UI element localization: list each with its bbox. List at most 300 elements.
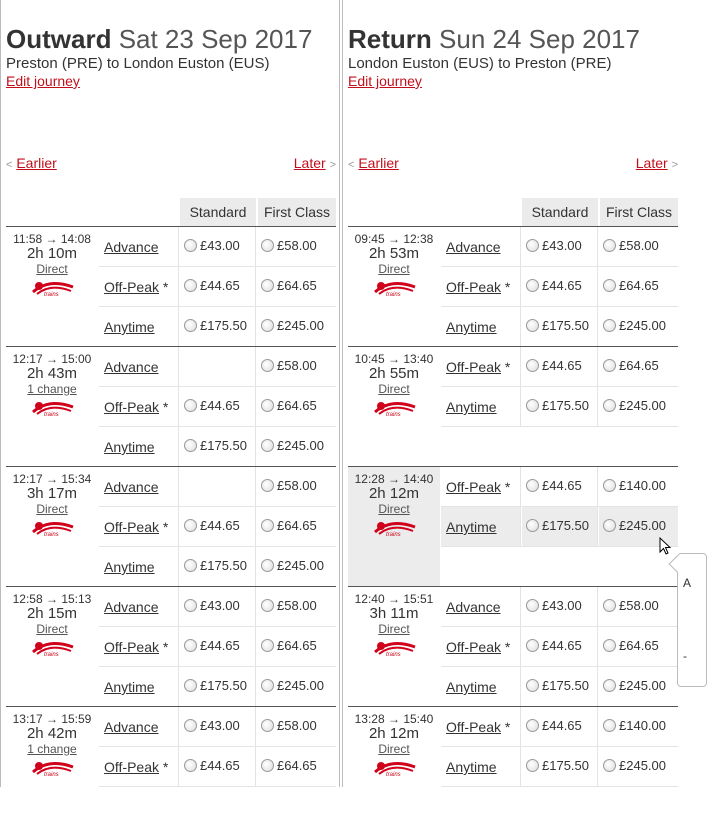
radio-button-icon[interactable] [526,279,539,292]
fare-type-link[interactable]: Off-Peak [446,719,501,735]
fare-type-link[interactable]: Off-Peak [446,359,501,375]
journey-changes-link[interactable]: Direct [378,382,410,396]
fare-price: £43.00 [542,598,582,613]
fare-type [99,347,179,386]
radio-button-icon[interactable] [184,279,197,292]
radio-button-icon[interactable] [261,559,274,572]
radio-button-icon[interactable] [526,639,539,652]
chevron-left-icon: < [6,159,13,171]
journey-changes-link[interactable]: Direct [378,502,410,516]
standard-fare-cell [180,267,256,306]
virgin-trains-logo [371,758,417,778]
outward-route: Preston (PRE) to London Euston (EUS) [6,55,270,72]
fare-option[interactable] [184,398,240,414]
fare-type-link[interactable]: Advance [104,359,159,375]
radio-button-icon[interactable] [603,319,616,332]
first-class-fare-cell [599,587,678,626]
radio-button-icon[interactable] [261,639,274,652]
fare-price: £175.50 [200,678,247,693]
fare-option[interactable] [603,278,659,294]
fare-row [99,307,336,347]
journey-changes-link[interactable]: 1 change [27,742,77,756]
fare-option[interactable] [603,598,659,614]
fare-row [99,627,336,667]
standard-fare-cell [180,667,256,706]
fare-note-star: * [159,279,169,295]
fare-type [99,507,179,546]
fare-type-link[interactable]: Anytime [104,439,155,455]
fare-option[interactable] [184,318,247,334]
fare-row [441,747,678,787]
fare-price: £175.50 [542,318,589,333]
radio-button-icon[interactable] [526,679,539,692]
radio-button-icon[interactable] [526,519,539,532]
fare-option[interactable] [184,758,240,774]
fare-option[interactable] [526,678,589,694]
journey-changes-link[interactable]: Direct [36,622,68,636]
radio-button-icon[interactable] [603,279,616,292]
fare-price: £245.00 [277,678,324,693]
virgin-trains-logo [29,398,75,418]
standard-fare-cell [522,347,598,386]
radio-button-icon[interactable] [261,359,274,372]
fare-type [441,467,521,506]
fare-row [99,347,336,387]
fare-row [441,347,678,387]
radio-button-icon[interactable] [526,479,539,492]
return-later-label: Later [635,155,668,171]
fare-type-link[interactable]: Advance [104,239,159,255]
fare-option[interactable] [526,758,589,774]
fare-option[interactable] [261,598,317,614]
first-class-fare-cell [599,307,678,346]
fare-price: £43.00 [542,238,582,253]
fare-type-link[interactable]: Off-Peak [446,639,501,655]
fare-type-link[interactable]: Anytime [104,319,155,335]
standard-fare-cell [180,747,256,786]
journey-info [6,707,98,826]
svg-text:trains: trains [44,532,59,538]
fare-type [441,307,521,346]
standard-fare-cell [180,387,256,426]
fare-row [441,307,678,347]
fare-note-star: * [159,399,169,415]
return-earlier-link[interactable] [348,155,399,171]
radio-button-icon[interactable] [603,599,616,612]
fare-type [99,587,179,626]
return-later-link[interactable] [636,155,678,171]
radio-button-icon[interactable] [184,399,197,412]
fare-price: £64.65 [277,278,317,293]
fare-price: £64.65 [277,638,317,653]
fare-option[interactable] [184,558,247,574]
fare-option[interactable] [526,398,589,414]
fare-option[interactable] [526,278,582,294]
standard-fare-cell [522,627,598,666]
outward-later-label: Later [293,155,326,171]
svg-text:trains: trains [44,652,59,658]
outward-standard-header: Standard [180,198,256,226]
fare-note-star: * [501,639,511,655]
fare-type [441,667,521,706]
fare-option[interactable] [603,398,666,414]
virgin-trains-logo [29,758,75,778]
radio-button-icon[interactable] [526,759,539,772]
fare-price: £58.00 [619,238,659,253]
fare-type [99,307,179,346]
journey-duration: 2h 10m [26,245,78,262]
radio-button-icon[interactable] [184,319,197,332]
journey-row [348,466,678,586]
fare-option[interactable] [261,398,317,414]
radio-button-icon[interactable] [261,599,274,612]
standard-fare-cell [180,707,256,746]
fare-option[interactable] [603,518,666,534]
journey-info [6,347,98,466]
fare-type [441,387,521,426]
return-edit-journey-link[interactable]: Edit journey [348,73,422,89]
fare-row [441,627,678,667]
first-class-fare-cell [257,227,336,266]
fare-type-link[interactable]: Advance [104,719,159,735]
fare-row [99,267,336,307]
fare-option[interactable] [261,718,317,734]
virgin-trains-logo [371,518,417,538]
fare-option[interactable] [603,678,666,694]
fare-option[interactable] [603,478,666,494]
radio-button-icon[interactable] [526,719,539,732]
fare-price: £58.00 [277,358,317,373]
outward-edit-journey-link[interactable]: Edit journey [6,73,80,89]
standard-fare-cell [522,507,598,546]
first-class-fare-cell [257,387,336,426]
fare-type [99,387,179,426]
fare-type [99,427,179,466]
fare-option[interactable] [261,638,317,654]
fare-row [441,667,678,707]
fare-option[interactable] [526,358,582,374]
radio-button-icon[interactable] [184,679,197,692]
fare-price: £64.65 [619,358,659,373]
radio-button-icon[interactable] [261,519,274,532]
fare-row [99,547,336,587]
radio-button-icon[interactable] [526,599,539,612]
fare-option[interactable] [261,318,324,334]
radio-button-icon[interactable] [261,719,274,732]
standard-fare-cell [522,747,598,786]
radio-button-icon[interactable] [526,239,539,252]
outward-later-link[interactable] [294,155,336,171]
fare-price: £245.00 [619,398,666,413]
fare-price: £44.65 [542,638,582,653]
fare-option[interactable] [184,278,240,294]
fare-type [441,587,521,626]
radio-button-icon[interactable] [261,239,274,252]
first-class-fare-cell [599,667,678,706]
return-journeys [348,226,678,826]
fare-type-link[interactable]: Off-Peak [446,279,501,295]
radio-button-icon[interactable] [184,519,197,532]
outward-earlier-label: Earlier [16,155,57,171]
fare-price: £43.00 [200,598,240,613]
svg-text:trains: trains [44,772,59,778]
fare-option[interactable] [526,638,582,654]
fare-note-star: * [159,519,169,535]
fare-row [99,707,336,747]
journey-times: 13:28 → 15:40 [354,712,434,726]
journey-duration: 2h 53m [368,245,420,262]
fare-note-star: * [159,639,169,655]
standard-fare-cell [522,707,598,746]
fare-option[interactable] [261,758,317,774]
fare-price: £175.50 [200,558,247,573]
journey-times: 11:58 → 14:08 [13,232,91,246]
radio-button-icon[interactable] [603,399,616,412]
fare-option[interactable] [184,438,247,454]
journey-times: 12:58 → 15:13 [12,592,92,606]
fare-price: £44.65 [542,278,582,293]
first-class-fare-cell [257,307,336,346]
first-class-fare-cell [599,467,678,506]
journey-info [6,587,98,706]
standard-fare-cell [180,427,256,466]
radio-button-icon[interactable] [184,759,197,772]
fare-option[interactable] [603,638,659,654]
chevron-right-icon: > [671,159,678,171]
fare-price: £44.65 [542,358,582,373]
fare-type-link[interactable]: Off-Peak [104,639,159,655]
radio-button-icon[interactable] [261,319,274,332]
fare-type-link[interactable]: Off-Peak [104,519,159,535]
journey-row [348,226,678,346]
radio-button-icon[interactable] [261,479,274,492]
fare-type-link[interactable]: Anytime [446,319,497,335]
fare-type-link[interactable]: Anytime [446,679,497,695]
journey-duration: 2h 43m [26,365,78,382]
fare-type-link[interactable]: Advance [446,599,501,615]
first-class-fare-cell [257,627,336,666]
fare-price: £64.65 [619,278,659,293]
fare-row [441,387,678,427]
first-class-fare-cell [599,387,678,426]
fare-row [441,227,678,267]
return-first-class-header: First Class [600,198,678,226]
fare-option[interactable] [526,318,589,334]
fare-option[interactable] [261,558,324,574]
fare-type [99,227,179,266]
radio-button-icon[interactable] [184,719,197,732]
fare-option[interactable] [261,238,317,254]
fare-price: £64.65 [619,638,659,653]
fare-option[interactable] [603,358,659,374]
fare-option[interactable] [526,518,589,534]
fare-type-link[interactable]: Anytime [446,759,497,775]
fare-price: £245.00 [619,678,666,693]
fare-price: £245.00 [619,758,666,773]
standard-fare-cell [522,467,598,506]
fare-type [441,227,521,266]
radio-button-icon[interactable] [603,359,616,372]
first-class-fare-cell [257,467,336,506]
fare-row [99,667,336,707]
fare-type-link[interactable]: Anytime [104,559,155,575]
fare-option[interactable] [184,238,240,254]
journey-times: 12:17 → 15:34 [12,472,92,486]
fare-price: £175.50 [542,398,589,413]
radio-button-icon[interactable] [603,239,616,252]
fare-note-star: * [501,279,511,295]
fare-price: £64.65 [277,758,317,773]
fare-type-link[interactable]: Off-Peak [446,479,501,495]
journey-duration: 3h 17m [26,485,78,502]
fare-price: £58.00 [277,718,317,733]
journey-changes-link[interactable]: Direct [378,622,410,636]
svg-text:trains: trains [386,772,401,778]
fare-type-link[interactable]: Anytime [446,519,497,535]
outward-earlier-link[interactable] [6,155,57,171]
journey-row [348,586,678,706]
outward-nav [6,155,336,173]
return-results-table [348,198,678,826]
fare-type [441,627,521,666]
fare-tooltip [677,553,707,687]
fare-option[interactable] [603,758,666,774]
journey-times: 13:17 → 15:59 [12,712,92,726]
fare-type [441,707,521,746]
fare-type-link[interactable]: Off-Peak [104,759,159,775]
virgin-trains-logo [29,278,75,298]
radio-button-icon[interactable] [261,679,274,692]
outward-date: Sat 23 Sep 2017 [118,24,313,54]
fare-type-link[interactable]: Anytime [104,679,155,695]
radio-button-icon[interactable] [603,679,616,692]
first-class-fare-cell [257,427,336,466]
first-class-fare-cell [599,747,678,786]
journey-changes-link[interactable]: Direct [378,742,410,756]
return-title [348,24,678,54]
journey-duration: 2h 12m [368,485,420,502]
fare-option[interactable] [526,718,582,734]
fare-option[interactable] [184,518,240,534]
first-class-fare-cell [257,347,336,386]
fare-price: £175.50 [200,318,247,333]
radio-button-icon[interactable] [603,759,616,772]
radio-button-icon[interactable] [261,279,274,292]
fare-type [99,627,179,666]
radio-button-icon[interactable] [603,519,616,532]
fare-price: £140.00 [619,478,666,493]
radio-button-icon[interactable] [184,639,197,652]
fare-option[interactable] [261,358,317,374]
fare-price: £64.65 [277,398,317,413]
standard-fare-cell [180,307,256,346]
return-direction: Return [348,24,432,54]
fare-type-link[interactable]: Off-Peak [104,279,159,295]
radio-button-icon[interactable] [184,239,197,252]
fare-option[interactable] [603,318,666,334]
fare-type-link[interactable]: Advance [104,599,159,615]
radio-button-icon[interactable] [603,639,616,652]
radio-button-icon[interactable] [526,319,539,332]
fare-type-link[interactable]: Advance [104,479,159,495]
journey-row [348,706,678,826]
first-class-fare-cell [257,707,336,746]
fare-type-link[interactable]: Off-Peak [104,399,159,415]
fare-option[interactable] [184,678,247,694]
fare-option[interactable] [526,598,582,614]
fare-note-star: * [501,479,511,495]
fare-option[interactable] [261,278,317,294]
journey-changes-link[interactable]: Direct [36,262,68,276]
fare-option[interactable] [526,478,582,494]
fare-option[interactable] [261,438,324,454]
fare-price: £44.65 [542,718,582,733]
journey-changes-link[interactable]: Direct [378,262,410,276]
fare-type [99,667,179,706]
fare-option[interactable] [261,678,324,694]
fare-row [441,707,678,747]
outward-column-headers [6,198,336,226]
fare-row [99,467,336,507]
fare-option[interactable] [526,238,582,254]
radio-button-icon[interactable] [184,559,197,572]
fare-option[interactable] [184,598,240,614]
radio-button-icon[interactable] [526,399,539,412]
outward-direction: Outward [6,24,112,54]
return-nav [348,155,678,173]
fare-price: £175.50 [200,438,247,453]
standard-fare-cell [522,227,598,266]
fare-option[interactable] [261,478,317,494]
fare-option[interactable] [184,638,240,654]
fare-row [99,427,336,467]
fare-option[interactable] [261,518,317,534]
fare-option[interactable] [603,718,666,734]
outward-first-class-header: First Class [258,198,336,226]
radio-button-icon[interactable] [261,399,274,412]
svg-text:trains: trains [386,412,401,418]
fare-note-star: * [501,359,511,375]
mouse-pointer-icon [659,537,671,555]
standard-fare-cell [180,347,256,386]
first-class-fare-cell [257,747,336,786]
radio-button-icon[interactable] [184,439,197,452]
fare-price: £58.00 [277,238,317,253]
fare-row [99,587,336,627]
first-class-fare-cell [257,507,336,546]
return-route: London Euston (EUS) to Preston (PRE) [348,55,612,72]
standard-fare-cell [522,587,598,626]
journey-changes-link[interactable]: Direct [36,502,68,516]
fare-option[interactable] [184,718,240,734]
fare-type-link[interactable]: Advance [446,239,501,255]
svg-text:trains: trains [44,292,59,298]
radio-button-icon[interactable] [526,359,539,372]
radio-button-icon[interactable] [603,479,616,492]
journey-times: 09:45 → 12:38 [354,232,434,246]
journey-row [6,226,336,346]
fare-option[interactable] [603,238,659,254]
return-header [348,24,678,91]
journey-changes-link[interactable]: 1 change [27,382,77,396]
first-class-fare-cell [599,707,678,746]
radio-button-icon[interactable] [603,719,616,732]
fare-price: £245.00 [277,558,324,573]
radio-button-icon[interactable] [261,759,274,772]
radio-button-icon[interactable] [261,439,274,452]
fare-type-link[interactable]: Anytime [446,399,497,415]
radio-button-icon[interactable] [184,599,197,612]
